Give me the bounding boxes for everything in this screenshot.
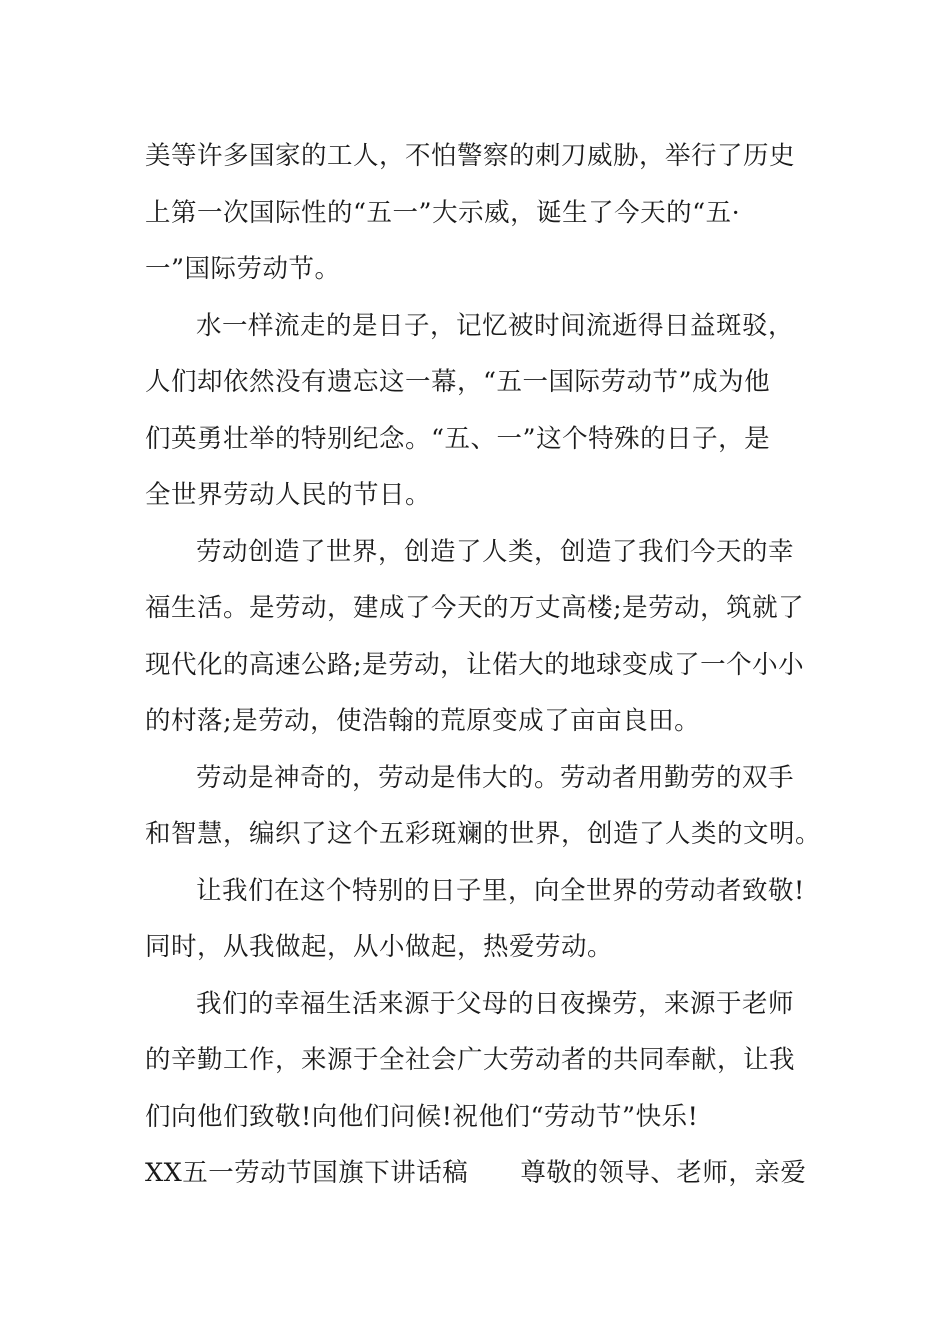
text-line: 上第一次国际性的“五一”大示威，诞生了今天的“五· [145,197,741,228]
next-section-heading-line [145,1145,825,1202]
text-line: 劳动创造了世界，创造了人类，创造了我们今天的幸 [196,536,795,567]
speech-body [145,128,825,1202]
text-line: 的辛勤工作，来源于全社会广大劳动者的共同奉献，让我 [145,1045,796,1075]
paragraph-6 [145,976,825,1146]
text-line: 们向他们致敬!向他们问候!祝他们“劳动节”快乐! [145,1101,699,1132]
text-line: 和智慧，编织了这个五彩斑斓的世界，创造了人类的文明。 [145,819,822,849]
paragraph-2 [145,298,825,524]
section-title: XX五一劳动节国旗下讲话稿 [145,1158,469,1188]
salutation-text: 尊敬的领导、老师，亲爱 [520,1158,807,1188]
paragraph-4 [145,750,825,863]
text-line: 让我们在这个特别的日子里，向全世界的劳动者致敬! [196,875,805,906]
text-line: 水一样流走的是日子，记忆被时间流逝得日益斑驳， [196,310,795,341]
text-line: 的村落;是劳动，使浩翰的荒原变成了亩亩良田。 [145,706,701,736]
text-line: 一”国际劳动节。 [145,254,341,284]
text-line: 全世界劳动人民的节日。 [145,480,432,510]
paragraph-1 [145,128,825,298]
text-line: 们英勇壮举的特别纪念。“五、一”这个特殊的日子，是 [145,423,771,454]
paragraph-5 [145,863,825,976]
text-line: 同时，从我做起，从小做起，热爱劳动。 [145,932,614,962]
text-line: 劳动是神奇的，劳动是伟大的。劳动者用勤劳的双手 [196,762,795,793]
text-line: 现代化的高速公路;是劳动，让偌大的地球变成了一个小小 [145,649,805,680]
paragraph-3 [145,524,825,750]
text-line: 福生活。是劳动，建成了今天的万丈高楼;是劳动，筑就了 [145,593,805,623]
text-line: 人们却依然没有遗忘这一幕，“五一国际劳动节”成为他 [145,367,771,397]
text-line: 我们的幸福生活来源于父母的日夜操劳，来源于老师 [196,988,795,1019]
text-line: 美等许多国家的工人，不怕警察的刺刀威胁，举行了历史 [145,141,796,171]
